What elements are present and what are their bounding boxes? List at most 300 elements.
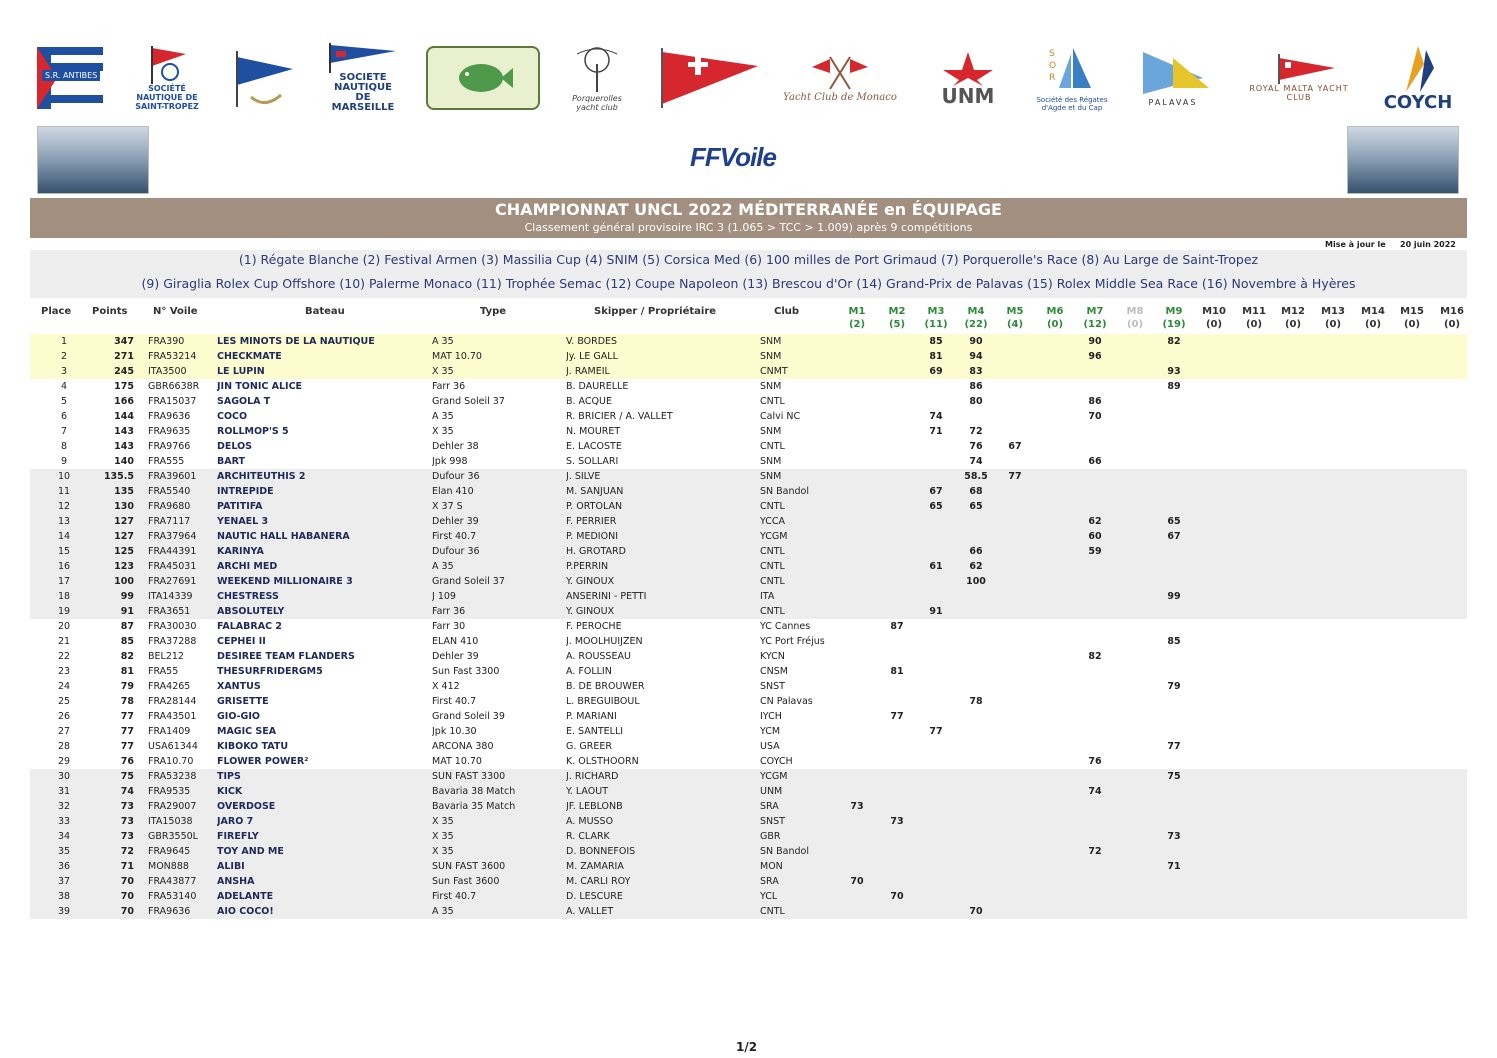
cell-sail: FRA37288	[148, 636, 197, 647]
cell-points: 73	[120, 801, 134, 812]
cell-sail: FRA43877	[148, 876, 197, 887]
cell-skipper: Y. GINOUX	[566, 606, 615, 617]
cell-club: SN Bandol	[760, 846, 809, 857]
cell-sail: FRA28144	[148, 696, 197, 707]
cell-place: 16	[57, 561, 71, 572]
cell-sail: BEL212	[148, 651, 184, 662]
table-row	[30, 829, 1467, 844]
cell-m3: 67	[929, 486, 943, 497]
header-m-label: M13	[1321, 306, 1345, 317]
cell-m3: 69	[929, 366, 943, 377]
table-row	[30, 544, 1467, 559]
cell-m2: 70	[890, 891, 904, 902]
cell-m4: 83	[969, 366, 983, 377]
cell-club: SNST	[760, 816, 785, 827]
cell-points: 81	[120, 666, 134, 677]
table-row	[30, 799, 1467, 814]
header-m-label: M11	[1242, 306, 1266, 317]
cell-sail: FRA4265	[148, 681, 191, 692]
cell-place: 2	[60, 351, 68, 362]
cell-boat: ADELANTE	[217, 891, 274, 902]
cell-points: 72	[120, 846, 134, 857]
cell-skipper: H. GROTARD	[566, 546, 626, 557]
update-info	[1325, 240, 1456, 249]
cell-type: Dufour 36	[432, 471, 480, 482]
table-header	[30, 306, 1467, 336]
header-m2	[881, 306, 913, 330]
cell-m4: 90	[969, 336, 983, 347]
logo-ycm	[778, 40, 902, 115]
logo-text: UNM	[941, 83, 995, 108]
cell-m4: 94	[969, 351, 983, 362]
header-m-count: (2)	[848, 319, 866, 330]
logo-unm	[928, 40, 1008, 115]
table-row	[30, 589, 1467, 604]
header-m-label: M8	[1126, 306, 1144, 317]
header-m3	[920, 306, 952, 330]
cell-m4: 66	[969, 546, 983, 557]
cell-place: 30	[57, 771, 71, 782]
header-m-count: (0)	[1364, 319, 1382, 330]
cell-place: 18	[57, 591, 71, 602]
header-m-count: (0)	[1046, 319, 1064, 330]
cell-m9: 82	[1167, 336, 1181, 347]
cell-sail: FRA10.70	[148, 756, 194, 767]
cell-boat: SAGOLA T	[217, 396, 271, 407]
cell-place: 4	[60, 381, 68, 392]
logo-text: COYCH	[1383, 91, 1453, 113]
cell-club: SNM	[760, 381, 782, 392]
cell-club: KYCN	[760, 651, 785, 662]
cell-club: SNM	[760, 456, 782, 467]
cell-club: YCGM	[760, 531, 788, 542]
cell-m4: 74	[969, 456, 983, 467]
cell-m9: 89	[1167, 381, 1181, 392]
cell-club: CNTL	[760, 396, 785, 407]
cell-place: 19	[57, 606, 71, 617]
cell-skipper: L. BREGUIBOUL	[566, 696, 640, 707]
cell-club: CNTL	[760, 906, 785, 917]
cell-m7: 62	[1088, 516, 1102, 527]
header-m-label: M15	[1400, 306, 1424, 317]
cell-points: 70	[120, 891, 134, 902]
cell-boat: LES MINOTS DE LA NAUTIQUE	[217, 336, 375, 347]
cell-place: 33	[57, 816, 71, 827]
cell-club: USA	[760, 741, 780, 752]
header-m-count: (0)	[1126, 319, 1144, 330]
cell-m7: 72	[1088, 846, 1102, 857]
update-date: 20 juin 2022	[1400, 240, 1456, 249]
cell-sail: FRA9535	[148, 786, 191, 797]
logo-text: SOCIÉTÉ NAUTIQUE DE SAINT-TROPEZ	[135, 84, 199, 111]
cell-skipper: B. DAURELLE	[566, 381, 629, 392]
cell-type: Dufour 36	[432, 546, 480, 557]
header-m-count: (11)	[924, 319, 948, 330]
cell-m3: 61	[929, 561, 943, 572]
table-row	[30, 769, 1467, 784]
cell-place: 8	[60, 441, 68, 452]
cell-place: 28	[57, 741, 71, 752]
cell-sail: ITA14339	[148, 591, 193, 602]
cell-skipper: K. OLSTHOORN	[566, 756, 639, 767]
cell-skipper: P. MEDIONI	[566, 531, 618, 542]
cell-place: 36	[57, 861, 71, 872]
cell-boat: INTREPIDE	[217, 486, 274, 497]
regatta-legend	[30, 250, 1467, 298]
logo-sorac	[1034, 40, 1110, 115]
logo-porquerolles	[560, 40, 634, 115]
cell-points: 347	[114, 336, 134, 347]
header-m6	[1039, 306, 1071, 330]
cell-sail: USA61344	[148, 741, 198, 752]
cell-club: CNTL	[760, 501, 785, 512]
cell-place: 7	[60, 426, 68, 437]
cell-points: 125	[114, 546, 134, 557]
cell-points: 135.5	[103, 471, 134, 482]
logo-flag	[658, 40, 762, 115]
cell-skipper: J. SILVE	[566, 471, 601, 482]
logo-snm	[324, 40, 402, 115]
cell-skipper: P. ORTOLAN	[566, 501, 623, 512]
cell-place: 6	[60, 411, 68, 422]
cell-club: SNM	[760, 336, 782, 347]
cell-m9: 77	[1167, 741, 1181, 752]
cell-type: First 40.7	[432, 891, 477, 902]
cell-place: 35	[57, 846, 71, 857]
header-m-label: M10	[1202, 306, 1226, 317]
cell-m4: 58.5	[964, 471, 988, 482]
logo-text: Société des Régates d'Agde et du Cap	[1036, 95, 1108, 112]
cell-m1: 70	[850, 876, 864, 887]
cell-skipper: G. GREER	[566, 741, 612, 752]
cell-m5: 77	[1008, 471, 1022, 482]
header-m15	[1396, 306, 1428, 330]
cell-place: 21	[57, 636, 71, 647]
header-club: Club	[774, 306, 800, 317]
cell-club: CNTL	[760, 606, 785, 617]
cell-boat: CHECKMATE	[217, 351, 282, 362]
cell-boat: DELOS	[217, 441, 253, 452]
svg-text:R: R	[1049, 72, 1056, 83]
logo-text: ROYAL MALTA YACHT CLUB	[1249, 83, 1349, 102]
sailing-photo-left	[37, 126, 149, 194]
cell-place: 38	[57, 891, 71, 902]
cell-type: SUN FAST 3600	[432, 861, 506, 872]
cell-club: YCM	[760, 726, 781, 737]
header-m1	[841, 306, 873, 330]
cell-club: ITA	[760, 591, 775, 602]
cell-points: 78	[120, 696, 134, 707]
header-m-label: M5	[1006, 306, 1024, 317]
header-m-label: M1	[848, 306, 866, 317]
header-m13	[1317, 306, 1349, 330]
cell-place: 12	[57, 501, 71, 512]
cell-sail: FRA7117	[148, 516, 191, 527]
header-points: Points	[92, 306, 128, 317]
header-m-count: (0)	[1403, 319, 1421, 330]
cell-m9: 71	[1167, 861, 1181, 872]
legend-line-2: (9) Giraglia Rolex Cup Offshore (10) Palerme Monaco (11) Trophée Semac (12) Coupe Napoleon (13) Brescou d'Or (14) Grand-Prix de Palavas (15) Rolex Middle Sea Race (16) Novembre à Hyères	[141, 276, 1356, 291]
cell-points: 70	[120, 876, 134, 887]
cell-place: 39	[57, 906, 71, 917]
header-m-label: M12	[1281, 306, 1305, 317]
cell-skipper: M. CARLI ROY	[566, 876, 631, 887]
cell-points: 70	[120, 906, 134, 917]
svg-text:O: O	[1049, 60, 1057, 71]
cell-boat: TIPS	[217, 771, 241, 782]
table-row	[30, 409, 1467, 424]
cell-m9: 85	[1167, 636, 1181, 647]
cell-points: 73	[120, 831, 134, 842]
cell-type: First 40.7	[432, 696, 477, 707]
cell-m7: 76	[1088, 756, 1102, 767]
cell-club: SNM	[760, 351, 782, 362]
cell-boat: NAUTIC HALL HABANERA	[217, 531, 350, 542]
cell-type: Grand Soleil 37	[432, 576, 505, 587]
cell-skipper: Y. LAOUT	[566, 786, 608, 797]
cell-club: SNM	[760, 426, 782, 437]
cell-points: 99	[120, 591, 134, 602]
cell-sail: FRA9645	[148, 846, 191, 857]
cell-place: 3	[60, 366, 68, 377]
cell-type: Farr 30	[432, 621, 466, 632]
cell-skipper: JF. LEBLONB	[566, 801, 623, 812]
cell-type: A 35	[432, 336, 454, 347]
cell-m7: 90	[1088, 336, 1102, 347]
cell-boat: ROLLMOP'S 5	[217, 426, 289, 437]
cell-skipper: A. ROUSSEAU	[566, 651, 631, 662]
cell-type: Grand Soleil 37	[432, 396, 505, 407]
cell-boat: ARCHITEUTHIS 2	[217, 471, 306, 482]
cell-sail: FRA30030	[148, 621, 197, 632]
header-place: Place	[41, 306, 72, 317]
logo-text: Porquerolles yacht club	[572, 93, 622, 112]
cell-sail: FRA29007	[148, 801, 197, 812]
cell-club: CNTL	[760, 441, 785, 452]
cell-points: 77	[120, 741, 134, 752]
cell-place: 1	[60, 336, 68, 347]
cell-points: 143	[114, 441, 134, 452]
legend-line-1: (1) Régate Blanche (2) Festival Armen (3) Massilia Cup (4) SNIM (5) Corsica Med (6) 100 milles de Port Grimaud (7) Porquerolle's Race (8) Au Large de Saint-Tropez	[238, 252, 1259, 267]
cell-m7: 86	[1088, 396, 1102, 407]
cell-m4: 68	[969, 486, 983, 497]
cell-skipper: N. MOURET	[566, 426, 621, 437]
cell-type: SUN FAST 3300	[432, 771, 506, 782]
cell-points: 77	[120, 726, 134, 737]
cell-club: Calvi NC	[760, 411, 801, 422]
cell-skipper: Jy. LE GALL	[566, 351, 618, 362]
header-m-label: M9	[1165, 306, 1183, 317]
table-row	[30, 784, 1467, 799]
table-row	[30, 709, 1467, 724]
table-row	[30, 499, 1467, 514]
cell-m3: 91	[929, 606, 943, 617]
cell-place: 14	[57, 531, 71, 542]
cell-skipper: D. BONNEFOIS	[566, 846, 636, 857]
header-m-count: (0)	[1245, 319, 1263, 330]
table-row	[30, 484, 1467, 499]
cell-place: 11	[57, 486, 71, 497]
cell-points: 71	[120, 861, 134, 872]
table-row	[30, 514, 1467, 529]
cell-sail: FRA27691	[148, 576, 197, 587]
cell-sail: MON888	[148, 861, 189, 872]
cell-m4: 76	[969, 441, 983, 452]
cell-boat: XANTUS	[217, 681, 261, 692]
cell-points: 127	[114, 516, 134, 527]
cell-club: GBR	[760, 831, 781, 842]
cell-type: X 35	[432, 816, 454, 827]
cell-place: 29	[57, 756, 71, 767]
cell-club: YC Cannes	[760, 621, 811, 632]
cell-points: 130	[114, 501, 134, 512]
logo-text: Yacht Club de Monaco	[783, 92, 897, 103]
header-m-count: (0)	[1205, 319, 1223, 330]
table-row	[30, 664, 1467, 679]
cell-skipper: E. SANTELLI	[566, 726, 624, 737]
cell-boat: LE LUPIN	[217, 366, 265, 377]
table-row	[30, 649, 1467, 664]
header-skipper: Skipper / Propriétaire	[594, 306, 717, 317]
update-label: Mise à jour le	[1325, 240, 1386, 249]
logo-text: S.R. ANTIBES	[42, 70, 100, 81]
cell-skipper: V. BORDES	[566, 336, 618, 347]
cell-club: IYCH	[760, 711, 782, 722]
cell-club: SNM	[760, 471, 782, 482]
table-row	[30, 439, 1467, 454]
cell-club: YCL	[760, 891, 778, 902]
page-number: 1/2	[736, 1040, 758, 1054]
cell-type: Bavaria 38 Match	[432, 786, 516, 797]
cell-club: UNM	[760, 786, 783, 797]
cell-boat: YENAEL 3	[217, 516, 269, 527]
cell-type: A 35	[432, 561, 454, 572]
cell-skipper: A. FOLLIN	[566, 666, 612, 677]
cell-place: 23	[57, 666, 71, 677]
cell-skipper: Y. GINOUX	[566, 576, 615, 587]
club-logos	[36, 40, 1461, 120]
cell-points: 143	[114, 426, 134, 437]
cell-type: A 35	[432, 906, 454, 917]
cell-skipper: R. CLARK	[566, 831, 610, 842]
cell-skipper: ANSERINI - PETTI	[566, 591, 647, 602]
cell-place: 26	[57, 711, 71, 722]
cell-skipper: E. LACOSTE	[566, 441, 622, 452]
cell-boat: JARO 7	[217, 816, 254, 827]
table-row	[30, 874, 1467, 889]
header-boat: Bateau	[305, 306, 345, 317]
cell-m4: 70	[969, 906, 983, 917]
header-m9	[1158, 306, 1190, 330]
cell-place: 24	[57, 681, 71, 692]
cell-boat: JIN TONIC ALICE	[217, 381, 303, 392]
cell-place: 13	[57, 516, 71, 527]
cell-place: 5	[60, 396, 68, 407]
header-m5	[999, 306, 1031, 330]
cell-points: 175	[114, 381, 134, 392]
cell-club: YCGM	[760, 771, 788, 782]
cell-m3: 65	[929, 501, 943, 512]
cell-type: Farr 36	[432, 606, 466, 617]
cell-club: CNTL	[760, 576, 785, 587]
cell-skipper: R. BRICIER / A. VALLET	[566, 411, 673, 422]
cell-points: 91	[120, 606, 134, 617]
cell-m3: 77	[929, 726, 943, 737]
cell-sail: FRA1409	[148, 726, 191, 737]
cell-sail: GBR3550L	[148, 831, 198, 842]
cell-m7: 66	[1088, 456, 1102, 467]
cell-m2: 77	[890, 711, 904, 722]
cell-type: MAT 10.70	[432, 351, 482, 362]
cell-boat: GIO-GIO	[217, 711, 260, 722]
header-m4	[960, 306, 992, 330]
cell-sail: FRA555	[148, 456, 185, 467]
table-row	[30, 364, 1467, 379]
table-row	[30, 859, 1467, 874]
cell-type: Sun Fast 3300	[432, 666, 500, 677]
cell-boat: OVERDOSE	[217, 801, 276, 812]
table-row	[30, 334, 1467, 349]
cell-boat: ARCHI MED	[217, 561, 278, 572]
cell-skipper: A. VALLET	[566, 906, 614, 917]
header-m-count: (12)	[1083, 319, 1107, 330]
header-m-label: M3	[927, 306, 945, 317]
cell-sail: FRA9636	[148, 906, 191, 917]
cell-boat: ABSOLUTELY	[217, 606, 285, 617]
cell-m9: 75	[1167, 771, 1181, 782]
cell-club: SRA	[760, 876, 779, 887]
logo-ycgm	[426, 40, 540, 115]
cell-type: First 40.7	[432, 531, 477, 542]
cell-sail: FRA9636	[148, 411, 191, 422]
cell-sail: GBR6638R	[148, 381, 200, 392]
cell-m4: 86	[969, 381, 983, 392]
cell-m4: 62	[969, 561, 983, 572]
table-row	[30, 634, 1467, 649]
cell-type: ARCONA 380	[432, 741, 494, 752]
header-m-label: M14	[1361, 306, 1385, 317]
cell-points: 85	[120, 636, 134, 647]
cell-type: MAT 10.70	[432, 756, 482, 767]
cell-boat: GRISETTE	[217, 696, 269, 707]
page-title: CHAMPIONNAT UNCL 2022 MÉDITERRANÉE en ÉQUIPAGE	[495, 200, 1002, 219]
cell-type: Dehler 39	[432, 516, 479, 527]
cell-type: Farr 36	[432, 381, 466, 392]
logo-yc-toulon	[230, 40, 300, 115]
cell-club: CNSM	[760, 666, 788, 677]
cell-m7: 82	[1088, 651, 1102, 662]
cell-club: MON	[760, 861, 783, 872]
logo-palavas	[1130, 40, 1216, 115]
cell-boat: BART	[217, 456, 245, 467]
title-band	[30, 198, 1467, 238]
cell-type: Jpk 998	[432, 456, 468, 467]
cell-skipper: M. SANJUAN	[566, 486, 624, 497]
cell-m9: 65	[1167, 516, 1181, 527]
cell-sail: FRA44391	[148, 546, 197, 557]
table-row	[30, 379, 1467, 394]
cell-type: Sun Fast 3600	[432, 876, 500, 887]
cell-points: 74	[120, 786, 134, 797]
cell-skipper: P. MARIANI	[566, 711, 617, 722]
cell-sail: ITA3500	[148, 366, 187, 377]
cell-boat: KARINYA	[217, 546, 264, 557]
cell-m3: 74	[929, 411, 943, 422]
cell-type: X 35	[432, 366, 454, 377]
table-row	[30, 604, 1467, 619]
cell-type: X 35	[432, 846, 454, 857]
cell-place: 9	[60, 456, 68, 467]
